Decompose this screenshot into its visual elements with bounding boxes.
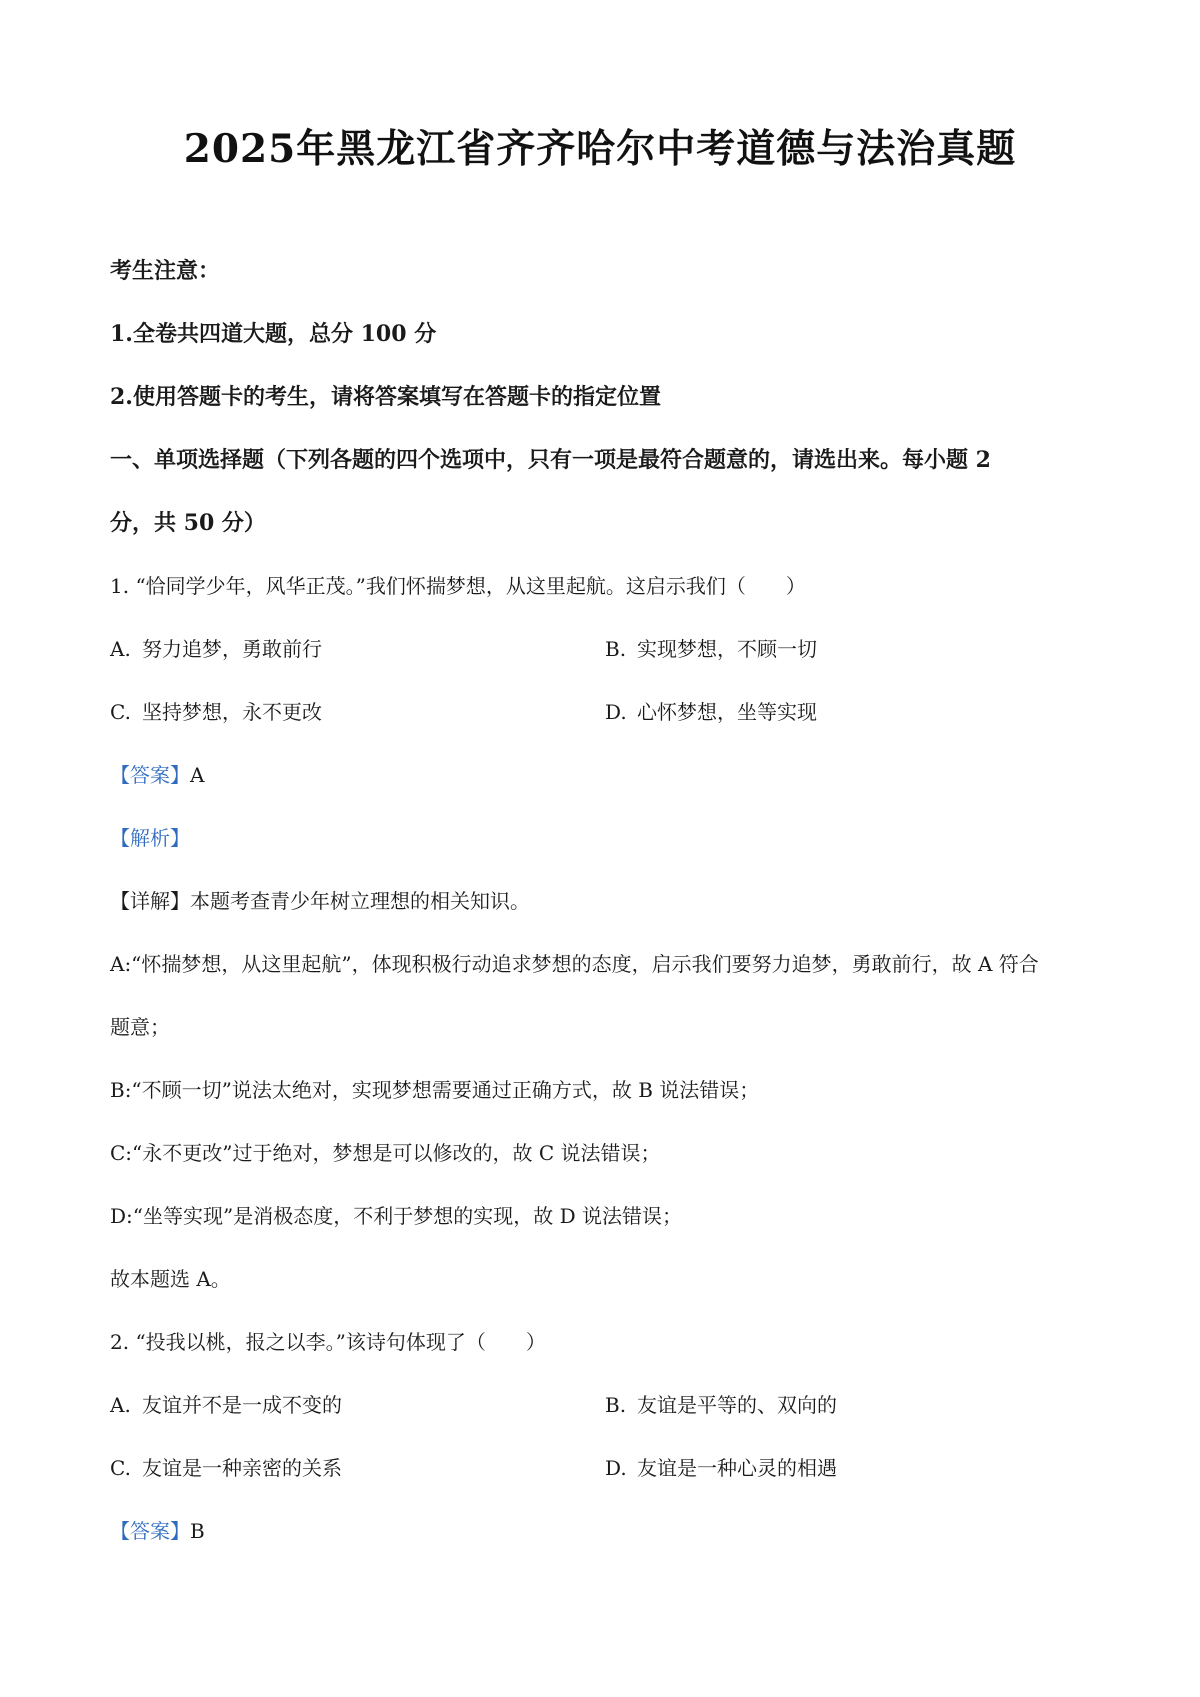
q2-option-d	[605, 1453, 837, 1483]
q1-detail-line: B:“不顾一切”说法太绝对，实现梦想需要通过正确方式，故 B 说法错误；	[110, 1078, 760, 1102]
q2-option-c	[110, 1453, 342, 1483]
option-letter: D.	[605, 1456, 627, 1480]
option-letter: C.	[110, 1456, 131, 1480]
q1-detail-line: 故本题选 A。	[110, 1267, 231, 1291]
q1-stem: 1. “恰同学少年，风华正茂。”我们怀揣梦想，从这里起航。这启示我们（ ）	[110, 574, 806, 598]
notice-item-2: 2.使用答题卡的考生，请将答案填写在答题卡的指定位置	[110, 384, 661, 410]
option-text: 努力追梦，勇敢前行	[142, 637, 322, 661]
answer-tag: 【答案】	[110, 1519, 190, 1543]
option-text: 友谊是一种亲密的关系	[142, 1456, 342, 1480]
section-heading-line-1: 一、单项选择题（下列各题的四个选项中，只有一项是最符合题意的，请选出来。每小题 2	[110, 447, 991, 473]
option-letter: B.	[605, 637, 627, 661]
answer-value: B	[190, 1519, 205, 1543]
option-text: 友谊是一种心灵的相遇	[637, 1456, 837, 1480]
answer-value: A	[190, 763, 205, 787]
option-letter: B.	[605, 1393, 627, 1417]
q1-detail-line: C:“永不更改”过于绝对，梦想是可以修改的，故 C 说法错误；	[110, 1141, 661, 1165]
q1-detail-line: 题意；	[110, 1015, 170, 1039]
q1-detail-line: 【详解】本题考查青少年树立理想的相关知识。	[110, 889, 530, 913]
option-letter: A.	[110, 637, 131, 661]
q2-option-b	[605, 1390, 837, 1420]
q2-option-a	[110, 1390, 342, 1420]
section-heading-line-2: 分，共 50 分）	[110, 510, 266, 536]
notice-heading: 考生注意：	[110, 258, 221, 284]
q1-option-d	[605, 697, 817, 727]
option-text: 实现梦想，不顾一切	[637, 637, 817, 661]
option-letter: C.	[110, 700, 131, 724]
q1-option-c	[110, 697, 322, 727]
option-text: 友谊是平等的、双向的	[637, 1393, 837, 1417]
notice-item-1: 1.全卷共四道大题，总分 100 分	[110, 321, 437, 347]
option-letter: A.	[110, 1393, 131, 1417]
q1-option-a	[110, 634, 322, 664]
q2-answer	[110, 1516, 205, 1546]
q2-stem: 2. “投我以桃，报之以李。”该诗句体现了（ ）	[110, 1330, 546, 1354]
option-letter: D.	[605, 700, 627, 724]
q1-option-b	[605, 634, 817, 664]
q1-answer	[110, 760, 204, 790]
option-text: 坚持梦想，永不更改	[142, 700, 322, 724]
q1-analysis-tag	[110, 823, 190, 853]
option-text: 友谊并不是一成不变的	[142, 1393, 342, 1417]
option-text: 心怀梦想，坐等实现	[637, 700, 817, 724]
q1-detail-line: D:“坐等实现”是消极态度，不利于梦想的实现，故 D 说法错误；	[110, 1204, 682, 1228]
page-title: 2025年黑龙江省齐齐哈尔中考道德与法治真题	[183, 126, 1017, 172]
analysis-tag: 【解析】	[110, 826, 190, 850]
q1-detail-line: A:“怀揣梦想，从这里起航”，体现积极行动追求梦想的态度，启示我们要努力追梦，勇敢前行，故 A 符合	[110, 952, 1039, 976]
answer-tag: 【答案】	[110, 763, 190, 787]
